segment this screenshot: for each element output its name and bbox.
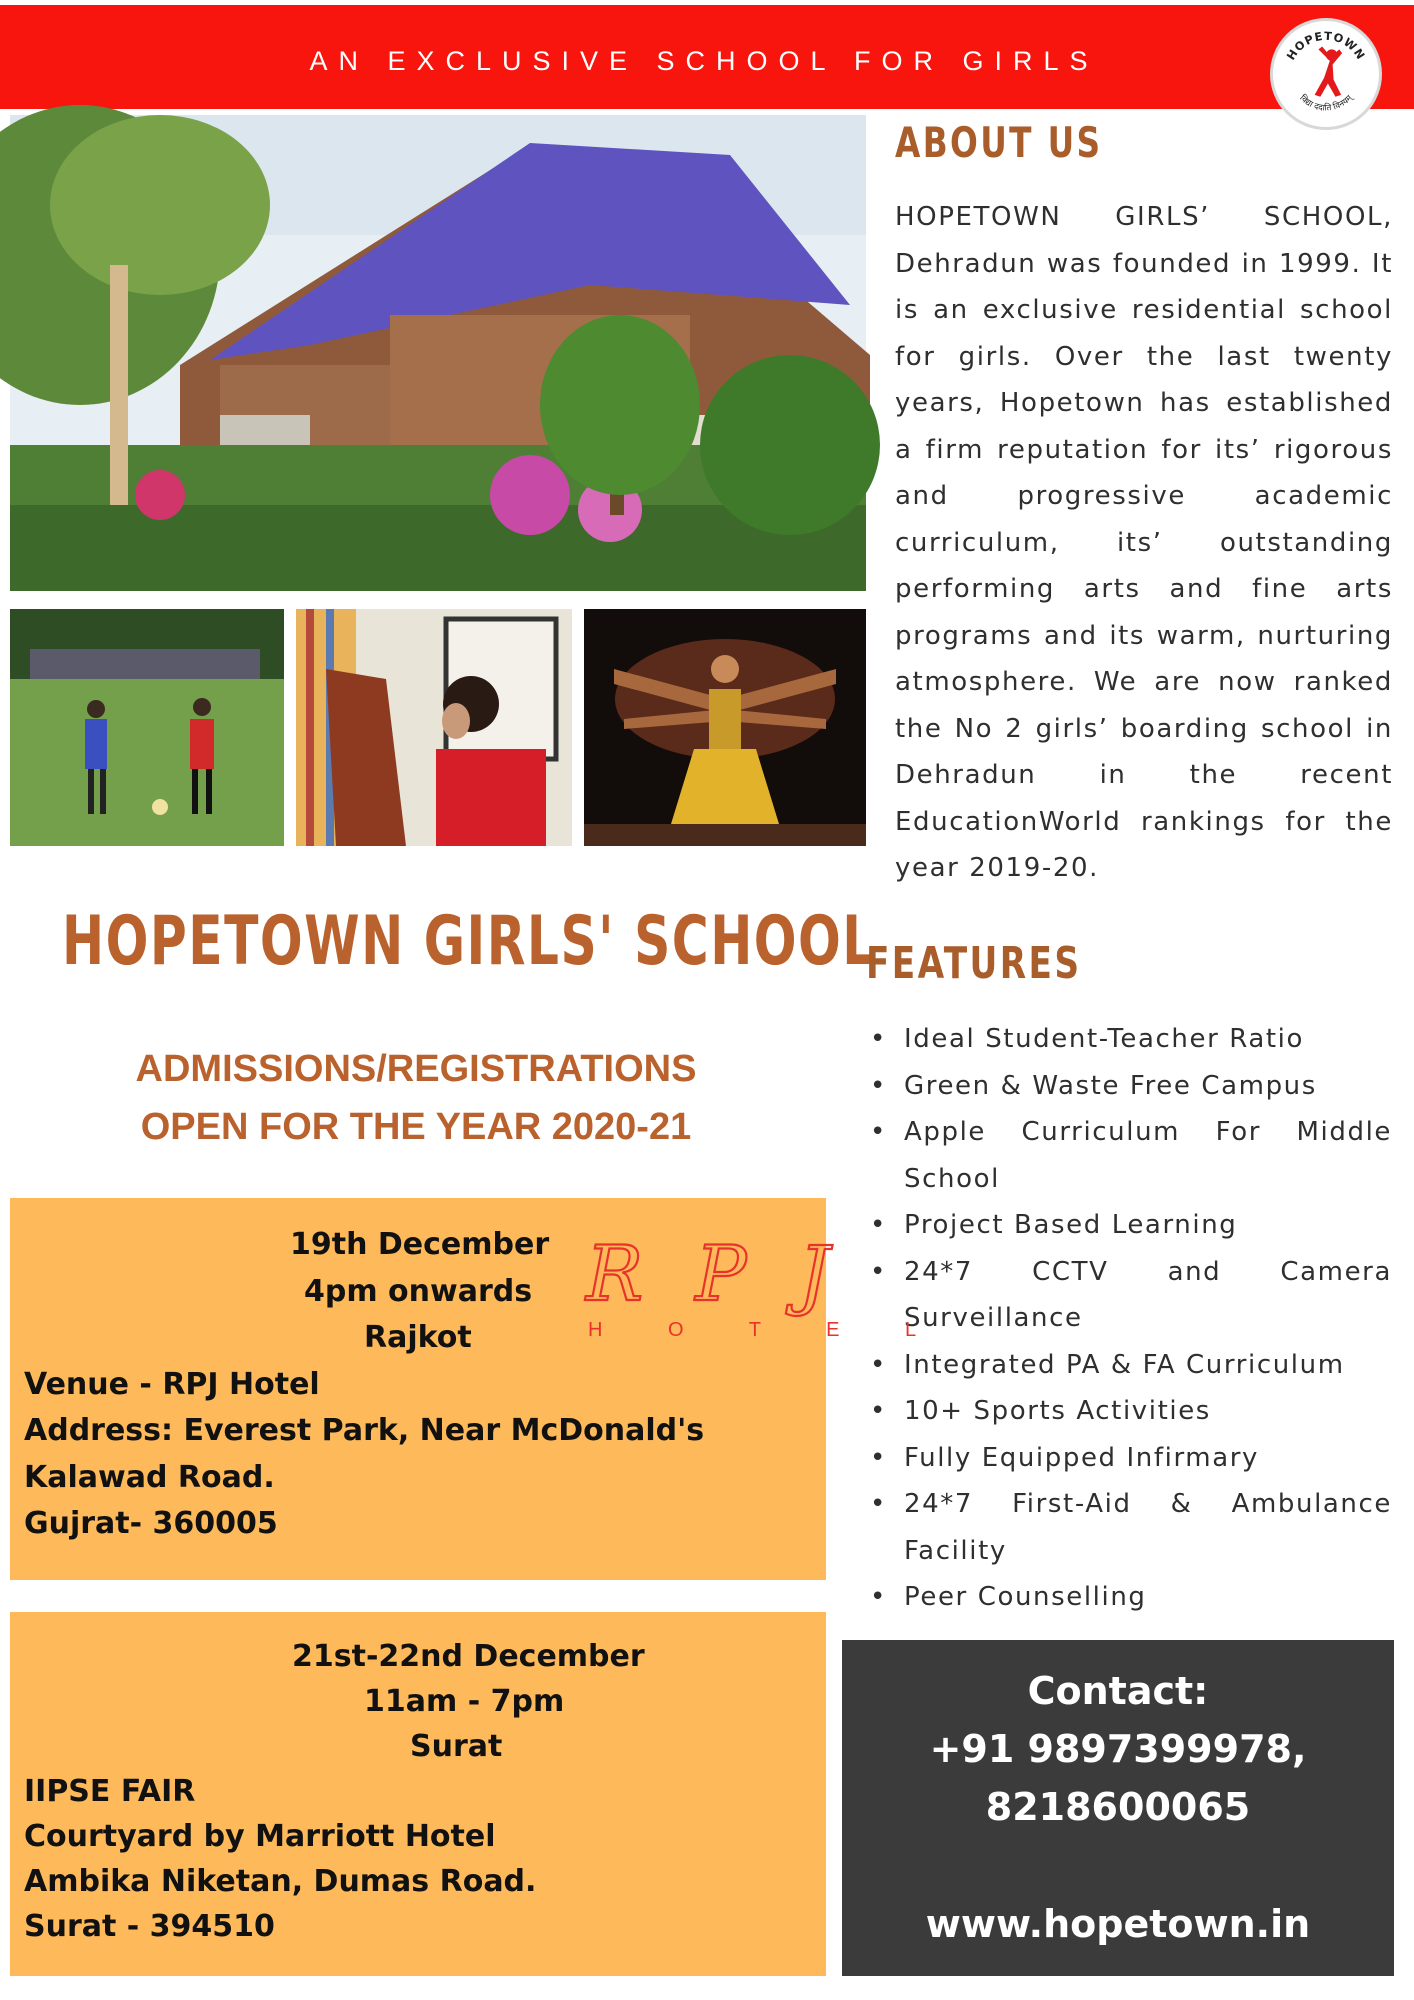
event-city: Surat <box>410 1729 503 1764</box>
event-venue: IIPSE FAIR <box>24 1774 196 1809</box>
contact-label: Contact: <box>1027 1669 1209 1713</box>
list-item: • Fully Equipped Infirmary <box>866 1435 1392 1482</box>
list-item: • Green & Waste Free Campus <box>866 1063 1392 1110</box>
about-text: HOPETOWN GIRLS’ SCHOOL, Dehradun was founded in 1999. It is an exclusive residential school for girls. Over the last twenty years, Hopetown has established a firm reputation for its’ rigorous and progressive academic curriculum, its’ outstanding performing arts and fine arts programs and its warm, nurturing atmosphere. We are now ranked the No 2 girls’ boarding school in Dehradun in the recent EducationWorld rankings for the year 2019-20. <box>895 202 1393 883</box>
list-item: • Apple Curriculum For Middle School <box>866 1109 1392 1202</box>
event-time: 11am - 7pm <box>364 1684 565 1719</box>
contact-phone-1: +91 9897399978, <box>929 1727 1307 1771</box>
figure-icon <box>1315 47 1342 97</box>
list-item: • Ideal Student-Teacher Ratio <box>866 1016 1392 1063</box>
list-item: • 24*7 First-Aid & Ambulance Facility <box>866 1481 1392 1574</box>
event-address-line-2: Kalawad Road. <box>24 1459 275 1495</box>
bullet-icon: • <box>870 1489 887 1519</box>
event-date: 21st-22nd December <box>292 1639 645 1674</box>
rpj-letters: R P J <box>586 1229 844 1318</box>
admissions-notice <box>10 1040 822 1156</box>
bullet-icon: • <box>870 1442 887 1473</box>
bullet-icon: • <box>870 1117 887 1147</box>
bullet-icon: • <box>870 1024 887 1054</box>
list-item: • Peer Counselling <box>866 1574 1392 1621</box>
admissions-line-2: OPEN FOR THE YEAR 2020-21 <box>140 1106 692 1148</box>
admissions-line-1: ADMISSIONS/REGISTRATIONS <box>135 1048 697 1090</box>
about-heading: ABOUT US <box>895 118 1103 167</box>
event-address-line-1: Courtyard by Marriott Hotel <box>24 1819 496 1854</box>
hopetown-logo <box>1270 18 1382 130</box>
campus-photo <box>10 115 866 591</box>
event-time: 4pm onwards <box>304 1273 533 1309</box>
logo-top-text: HOPETOWN <box>1283 28 1369 63</box>
bullet-icon: • <box>870 1070 887 1101</box>
dance-photo <box>584 609 866 846</box>
event-surat-box <box>10 1612 826 1976</box>
list-item: • Project Based Learning <box>866 1202 1392 1249</box>
bullet-icon: • <box>870 1582 887 1612</box>
list-item: • Integrated PA & FA Curriculum <box>866 1342 1392 1389</box>
painting-photo <box>296 609 572 846</box>
svg-text:विद्या ददाति विनयम् <box>1297 92 1356 114</box>
event-venue: Venue - RPJ Hotel <box>24 1366 320 1402</box>
bullet-icon: • <box>870 1210 887 1240</box>
event-address-line-3: Surat - 394510 <box>24 1909 275 1944</box>
list-item: • 10+ Sports Activities <box>866 1388 1392 1435</box>
sports-photo <box>10 609 284 846</box>
bullet-icon: • <box>870 1256 887 1287</box>
bullet-icon: • <box>870 1349 887 1380</box>
event-address-line-3: Gujrat- 360005 <box>24 1506 278 1541</box>
svg-text:HOPETOWN <box>1284 29 1369 63</box>
school-title: HOPETOWN GIRLS' SCHOOL <box>62 902 876 981</box>
event-address-line-2: Ambika Niketan, Dumas Road. <box>24 1864 537 1899</box>
rpj-hotel-text: H O T E L <box>588 1319 947 1341</box>
features-heading: FEATURES <box>866 938 1082 989</box>
list-item: • 24*7 CCTV and Camera Surveillance <box>866 1249 1392 1342</box>
logo-motto: विद्या ददाति विनयम् <box>1297 93 1355 114</box>
event-city: Rajkot <box>364 1320 472 1355</box>
website-link[interactable]: www.hopetown.in <box>925 1902 1311 1946</box>
bullet-icon: • <box>870 1396 887 1426</box>
event-date: 19th December <box>290 1227 550 1262</box>
contact-phone-2: 8218600065 <box>985 1785 1251 1829</box>
rpj-hotel-logo <box>582 1228 947 1348</box>
banner-tagline: AN EXCLUSIVE SCHOOL FOR GIRLS <box>309 46 1099 76</box>
contact-box <box>842 1640 1394 1976</box>
event-address-line-1: Address: Everest Park, Near McDonald's <box>24 1413 705 1448</box>
